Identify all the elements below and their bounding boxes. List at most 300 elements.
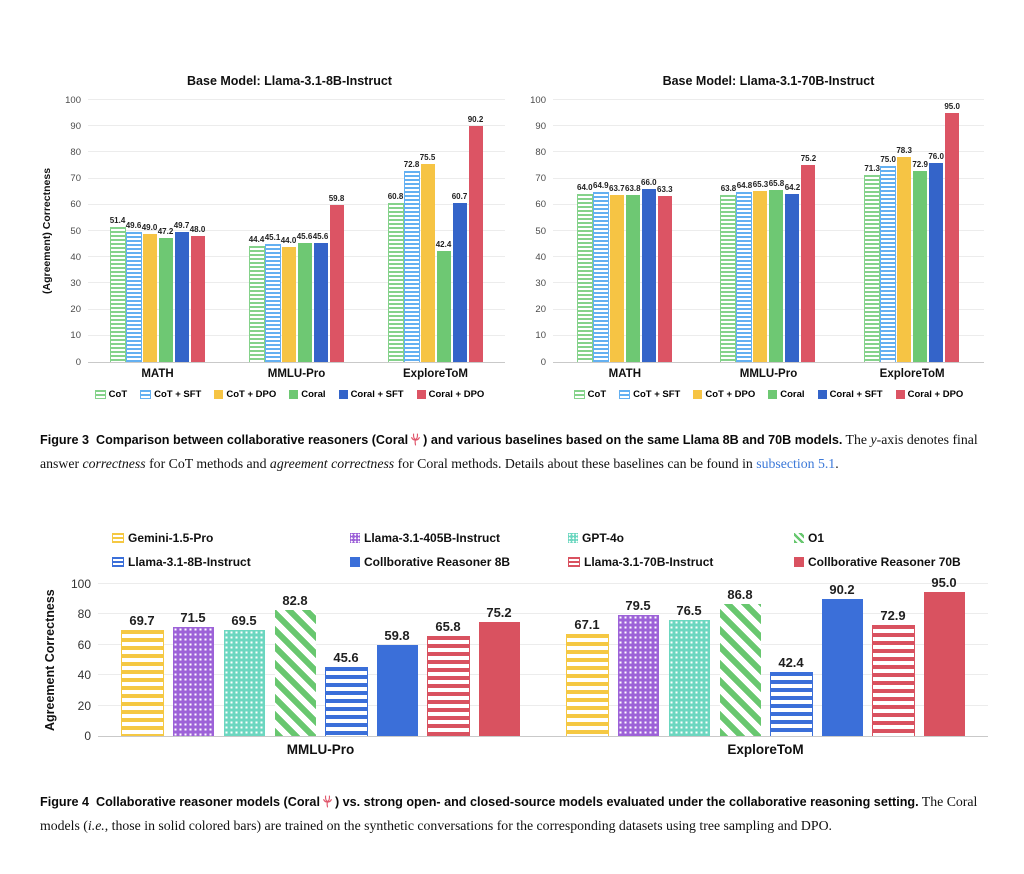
bar-cell (801, 155, 815, 362)
bar-value-label: 49.7 (173, 220, 190, 230)
caption-text: Figure 3 Comparison between collaborative reasoners (Coral (40, 433, 409, 447)
y-tick-label: 30 (70, 277, 81, 289)
caption-text: ) and various baselines based on the same Llama 8B and 70B models. (423, 433, 843, 447)
legend-label: Coral + DPO (428, 389, 485, 400)
y-tick-label: 10 (535, 330, 546, 342)
bar-cell (266, 234, 280, 362)
bar-group (122, 593, 520, 757)
legend-item (214, 389, 276, 400)
bar (314, 243, 328, 362)
bar-value-label: 72.9 (912, 160, 928, 170)
bar-cell (881, 156, 895, 363)
bar (669, 620, 710, 736)
y-tick-label: 80 (70, 146, 81, 158)
y-tick-label: 20 (70, 303, 81, 315)
legend-item (289, 389, 325, 400)
y-tick-label: 0 (84, 729, 91, 743)
caption-text: for Coral methods. Details about these baselines can be found in (394, 455, 757, 471)
bar-cell (897, 147, 911, 362)
bar-value-label: 49.0 (141, 222, 158, 232)
bar (173, 627, 214, 736)
bar-value-label: 79.5 (625, 598, 651, 614)
bar-value-label: 42.4 (435, 239, 452, 249)
bar-cell (610, 185, 624, 362)
legend-swatch (619, 390, 630, 399)
bar (929, 163, 943, 362)
bar-value-label: 75.5 (419, 153, 436, 163)
bar-cell (669, 604, 710, 736)
legend-swatch (417, 390, 426, 399)
bar-cell (567, 618, 608, 736)
bar-value-label: 75.2 (800, 153, 817, 163)
bar-group (248, 194, 345, 380)
bar (191, 236, 205, 362)
chart-title: Base Model: Llama-3.1-8B-Instruct (187, 74, 392, 88)
legend-label: Coral (780, 389, 805, 400)
bar-group (567, 574, 965, 757)
bar-group (864, 102, 960, 380)
legend-swatch (896, 390, 905, 399)
x-category-label: ExploreToM (403, 368, 468, 380)
bar (566, 634, 609, 736)
figure3-right-chart (519, 74, 984, 400)
bar-value-label: 95.0 (944, 102, 960, 112)
bar (720, 195, 736, 362)
bar-cell (173, 611, 214, 736)
bar-value-label: 65.8 (435, 618, 461, 634)
legend-item (112, 555, 350, 569)
bar-cell (143, 224, 157, 362)
bar-cell (389, 193, 403, 362)
chart-legend (74, 389, 505, 400)
legend-label: CoT (587, 389, 607, 400)
coral-emoji-icon (321, 793, 334, 815)
caption-text: ) vs. strong open- and closed-source models evaluated under the collaborative reasoning setting. (334, 795, 919, 809)
bar-groups (553, 100, 984, 380)
y-tick-label: 20 (77, 698, 91, 713)
legend-label: CoT + SFT (154, 389, 202, 400)
bar-cell (721, 185, 735, 362)
bar-cell (924, 576, 965, 736)
legend-item (339, 389, 404, 400)
bar-value-label: 59.8 (328, 194, 345, 204)
bar-cell (929, 153, 943, 362)
y-tick-label: 50 (535, 225, 546, 237)
legend-swatch (350, 533, 360, 543)
bar (159, 238, 173, 362)
bar-value-label: 45.6 (296, 231, 313, 241)
bar-value-label: 42.4 (778, 654, 804, 670)
bar-value-label: 63.8 (720, 183, 737, 193)
legend-swatch (568, 557, 580, 567)
bar-value-label: 67.1 (574, 617, 600, 633)
y-tick-label: 100 (65, 94, 81, 106)
y-tick-label: 20 (535, 303, 546, 315)
bar-cell (314, 233, 328, 362)
bar-cell (822, 583, 863, 736)
figure3-caption (40, 429, 986, 474)
legend-swatch (112, 557, 124, 567)
legend-swatch (339, 390, 348, 399)
bar-cell (159, 228, 173, 362)
bar (880, 166, 896, 363)
bar (897, 157, 911, 362)
figure4-chart (40, 574, 988, 757)
bar-cell (111, 217, 125, 362)
bar-value-label: 63.3 (657, 185, 673, 195)
bar-cell (658, 186, 672, 362)
bar-value-label: 63.8 (625, 183, 641, 193)
bar (224, 630, 265, 736)
bar (265, 244, 281, 362)
bar-value-label: 45.1 (264, 232, 281, 242)
x-category-label: MATH (608, 368, 642, 380)
legend-swatch (140, 390, 151, 399)
y-tick-label: 70 (535, 172, 546, 184)
x-category-label: MMLU-Pro (267, 368, 326, 380)
caption-text: correctness (82, 455, 146, 471)
bar-cell (127, 222, 141, 362)
y-tick-label: 30 (535, 277, 546, 289)
bar-value-label: 47.2 (157, 227, 174, 237)
bar-value-label: 69.5 (231, 613, 257, 629)
legend-swatch (350, 557, 360, 567)
bar-value-label: 45.6 (312, 231, 329, 241)
bar-value-label: 95.0 (931, 574, 957, 590)
x-category-label: ExploreToM (879, 368, 945, 380)
bar-cell (191, 226, 205, 362)
legend-swatch (794, 557, 804, 567)
bar (298, 243, 312, 362)
legend-label: Llama-3.1-70B-Instruct (584, 555, 714, 569)
y-tick-label: 90 (535, 120, 546, 132)
bar (282, 247, 296, 362)
bar-cell (275, 594, 316, 736)
legend-swatch (95, 390, 106, 399)
bar (126, 232, 142, 362)
y-tick-label: 60 (77, 637, 91, 652)
bar-cell (578, 184, 592, 362)
legend-swatch (214, 390, 223, 399)
y-axis-label: Agreement Correctness (43, 589, 57, 731)
x-category-label: ExploreToM (727, 742, 804, 757)
bar-cell (469, 116, 483, 362)
bar (469, 126, 483, 362)
legend-swatch (768, 390, 777, 399)
y-tick-label: 40 (535, 251, 546, 263)
bar-cell (618, 599, 659, 736)
bar (770, 672, 813, 736)
legend-item (768, 389, 804, 400)
legend-item (693, 389, 755, 400)
bar-value-label: 66.0 (641, 178, 657, 188)
bar-value-label: 49.6 (125, 221, 142, 231)
bar-value-label: 51.4 (109, 216, 126, 226)
bar-cell (421, 154, 435, 362)
legend-item (818, 389, 883, 400)
bar-cell (945, 103, 959, 362)
legend-label: Gemini-1.5-Pro (128, 531, 214, 545)
figure4-caption (40, 791, 986, 836)
legend-item (619, 389, 680, 400)
y-tick-label: 50 (70, 225, 81, 237)
bar (453, 203, 467, 362)
bar (822, 599, 863, 736)
y-tick-label: 60 (535, 199, 546, 211)
bar-cell (479, 606, 520, 736)
bar-value-label: 44.0 (280, 235, 297, 245)
bar (175, 232, 189, 362)
bar-cell (224, 614, 265, 736)
legend-label: O1 (808, 531, 825, 545)
figure3-left-chart (40, 74, 505, 400)
bar-value-label: 76.5 (676, 602, 702, 618)
legend-swatch (693, 390, 702, 399)
bar-value-label: 44.4 (248, 234, 265, 244)
legend-label: CoT + DPO (705, 389, 756, 400)
bar-cell (771, 656, 812, 736)
bar-cell (865, 165, 879, 362)
plot-area (65, 94, 505, 380)
y-tick-label: 80 (535, 146, 546, 158)
legend-item (896, 389, 964, 400)
chart-legend (553, 389, 984, 400)
bar (626, 195, 640, 362)
caption-text: i.e. (87, 817, 105, 833)
bar-value-label: 90.2 (467, 114, 484, 124)
bar (110, 227, 126, 362)
legend-label: Coral (301, 389, 326, 400)
bar (785, 194, 799, 362)
bar-value-label: 65.3 (752, 179, 769, 189)
bar-value-label: 59.8 (384, 628, 410, 644)
legend-label: Coral + SFT (350, 389, 404, 400)
legend-item (350, 555, 568, 569)
bar-value-label: 72.8 (403, 160, 420, 170)
bar (769, 190, 783, 362)
bar-cell (326, 651, 367, 736)
caption-text: y (870, 432, 877, 447)
bar (720, 604, 761, 736)
legend-label: Collborative Reasoner 70B (808, 555, 961, 569)
legend-item (140, 389, 201, 400)
legend-item (574, 389, 606, 400)
bar (275, 610, 316, 736)
bar (872, 625, 915, 736)
bar-value-label: 76.0 (928, 151, 944, 161)
legend-label: Coral + SFT (829, 389, 883, 400)
bar-value-label: 63.7 (609, 184, 625, 194)
legend-item (568, 555, 794, 569)
bar (121, 630, 164, 736)
bar (249, 246, 265, 362)
bar (801, 165, 815, 362)
bar-cell (594, 182, 608, 362)
bar-value-label: 82.8 (282, 593, 308, 609)
legend-item (794, 555, 984, 569)
bar (610, 195, 624, 362)
caption-text: -axis denotes final answer (40, 432, 978, 471)
y-tick-label: 10 (70, 330, 81, 342)
figure3-charts (40, 74, 984, 400)
caption-text: Figure 4 Collaborative reasoner models (Coral (40, 795, 320, 809)
bar-value-label: 90.2 (829, 581, 855, 597)
legend-label: Collborative Reasoner 8B (364, 555, 511, 569)
bar (864, 175, 880, 362)
bar-group (387, 114, 484, 380)
caption-text: for CoT methods and (145, 455, 270, 471)
x-category-label: MATH (141, 368, 174, 380)
bar (437, 251, 451, 362)
caption-text: The Coral models ( (40, 794, 978, 833)
bar (924, 592, 965, 736)
bar-value-label: 64.8 (736, 181, 753, 191)
bar (479, 622, 520, 736)
bar (388, 203, 404, 362)
bar-value-label: 86.8 (727, 587, 753, 603)
legend-item (417, 389, 485, 400)
caption-text: . (835, 455, 839, 471)
legend-label: GPT-4o (582, 531, 625, 545)
legend-label: CoT (108, 389, 128, 400)
bar-cell (298, 233, 312, 362)
legend-label: CoT + SFT (633, 389, 681, 400)
y-tick-label: 80 (77, 607, 91, 622)
bar (330, 205, 344, 362)
legend-label: CoT + DPO (226, 389, 277, 400)
legend-label: Coral + DPO (907, 389, 964, 400)
bar-value-label: 65.8 (768, 178, 785, 188)
legend-swatch (818, 390, 827, 399)
bar-value-label: 75.2 (486, 604, 512, 620)
bar-cell (377, 629, 418, 736)
bar-value-label: 64.0 (577, 183, 593, 193)
y-tick-label: 0 (540, 356, 546, 368)
bar (577, 194, 593, 362)
legend-item (95, 389, 127, 400)
bar-value-label: 60.8 (387, 191, 404, 201)
subsection-5-1-link[interactable]: subsection 5.1 (756, 455, 836, 471)
bar-value-label: 72.9 (880, 608, 906, 624)
bar-value-label: 64.9 (593, 180, 609, 190)
bar (753, 191, 767, 362)
legend-swatch (289, 390, 298, 399)
figure4-legend (112, 531, 984, 569)
legend-item (794, 531, 984, 545)
legend-swatch (794, 533, 804, 543)
bar-value-label: 71.3 (864, 164, 880, 174)
chart-body (519, 94, 984, 380)
bar (593, 192, 609, 362)
x-category-label: MMLU-Pro (286, 742, 355, 757)
chart-body (40, 94, 505, 380)
legend-item (350, 531, 568, 545)
legend-swatch (112, 533, 124, 543)
legend-label: Llama-3.1-8B-Instruct (128, 555, 251, 569)
bar-cell (873, 609, 914, 736)
bar-value-label: 48.0 (189, 225, 206, 235)
y-tick-label: 90 (70, 120, 81, 132)
bar (404, 171, 420, 362)
bar-cell (175, 222, 189, 362)
bar-value-label: 64.2 (784, 182, 801, 192)
y-axis-label: (Agreement) Correctness (41, 167, 53, 295)
legend-item (112, 531, 350, 545)
bar (642, 189, 656, 362)
caption-text: agreement correctness (269, 455, 395, 471)
bar-cell (769, 180, 783, 362)
bar-value-label: 75.0 (880, 154, 896, 164)
bar (427, 636, 470, 736)
bar-cell (626, 185, 640, 362)
caption-text: The (842, 432, 871, 447)
chart-title: Base Model: Llama-3.1-70B-Instruct (662, 74, 875, 88)
plot-area (70, 574, 988, 757)
bar-cell (122, 614, 163, 736)
bar-cell (330, 195, 344, 362)
bar-cell (913, 161, 927, 362)
bar-cell (753, 181, 767, 362)
bar (421, 164, 435, 362)
chart-body (40, 574, 988, 757)
legend-swatch (574, 390, 585, 399)
bar-cell (405, 161, 419, 362)
bar-cell (642, 179, 656, 362)
bar-cell (282, 237, 296, 362)
bar-cell (720, 588, 761, 736)
bar (913, 171, 927, 362)
bar-cell (453, 193, 467, 362)
bar (736, 192, 752, 362)
legend-label: Llama-3.1-405B-Instruct (364, 531, 501, 545)
bar-cell (428, 620, 469, 736)
bar-groups (88, 100, 505, 380)
bar-group (720, 153, 817, 380)
plot-area (530, 94, 984, 380)
y-tick-label: 60 (70, 199, 81, 211)
caption-text: , those in solid colored bars) are trained on the synthetic conversations for the corresponding datasets using tree sampling and DPO. (104, 817, 832, 833)
y-tick-label: 70 (70, 172, 81, 184)
y-tick-label: 100 (70, 577, 91, 591)
y-tick-label: 40 (70, 251, 81, 263)
bar-cell (437, 241, 451, 362)
bar-value-label: 78.3 (896, 145, 912, 155)
bar-value-label: 45.6 (333, 649, 359, 665)
legend-swatch (568, 533, 578, 543)
bar-cell (737, 182, 751, 362)
y-tick-label: 0 (75, 356, 81, 368)
bar-cell (785, 184, 799, 362)
bar-group (109, 216, 206, 380)
bar (325, 667, 368, 736)
bar (618, 615, 659, 736)
bar-cell (250, 236, 264, 362)
bar (945, 113, 959, 362)
bar (658, 196, 672, 362)
bar-value-label: 69.7 (129, 613, 155, 629)
x-category-label: MMLU-Pro (739, 368, 798, 380)
y-tick-label: 40 (77, 668, 91, 683)
y-tick-label: 100 (530, 94, 546, 106)
legend-item (568, 531, 794, 545)
bar (377, 645, 418, 736)
bar-group (577, 178, 673, 380)
bar-value-label: 71.5 (180, 610, 206, 626)
bar-groups (98, 574, 988, 757)
bar-value-label: 60.7 (451, 191, 468, 201)
coral-emoji-icon (409, 431, 422, 453)
bar (143, 234, 157, 362)
